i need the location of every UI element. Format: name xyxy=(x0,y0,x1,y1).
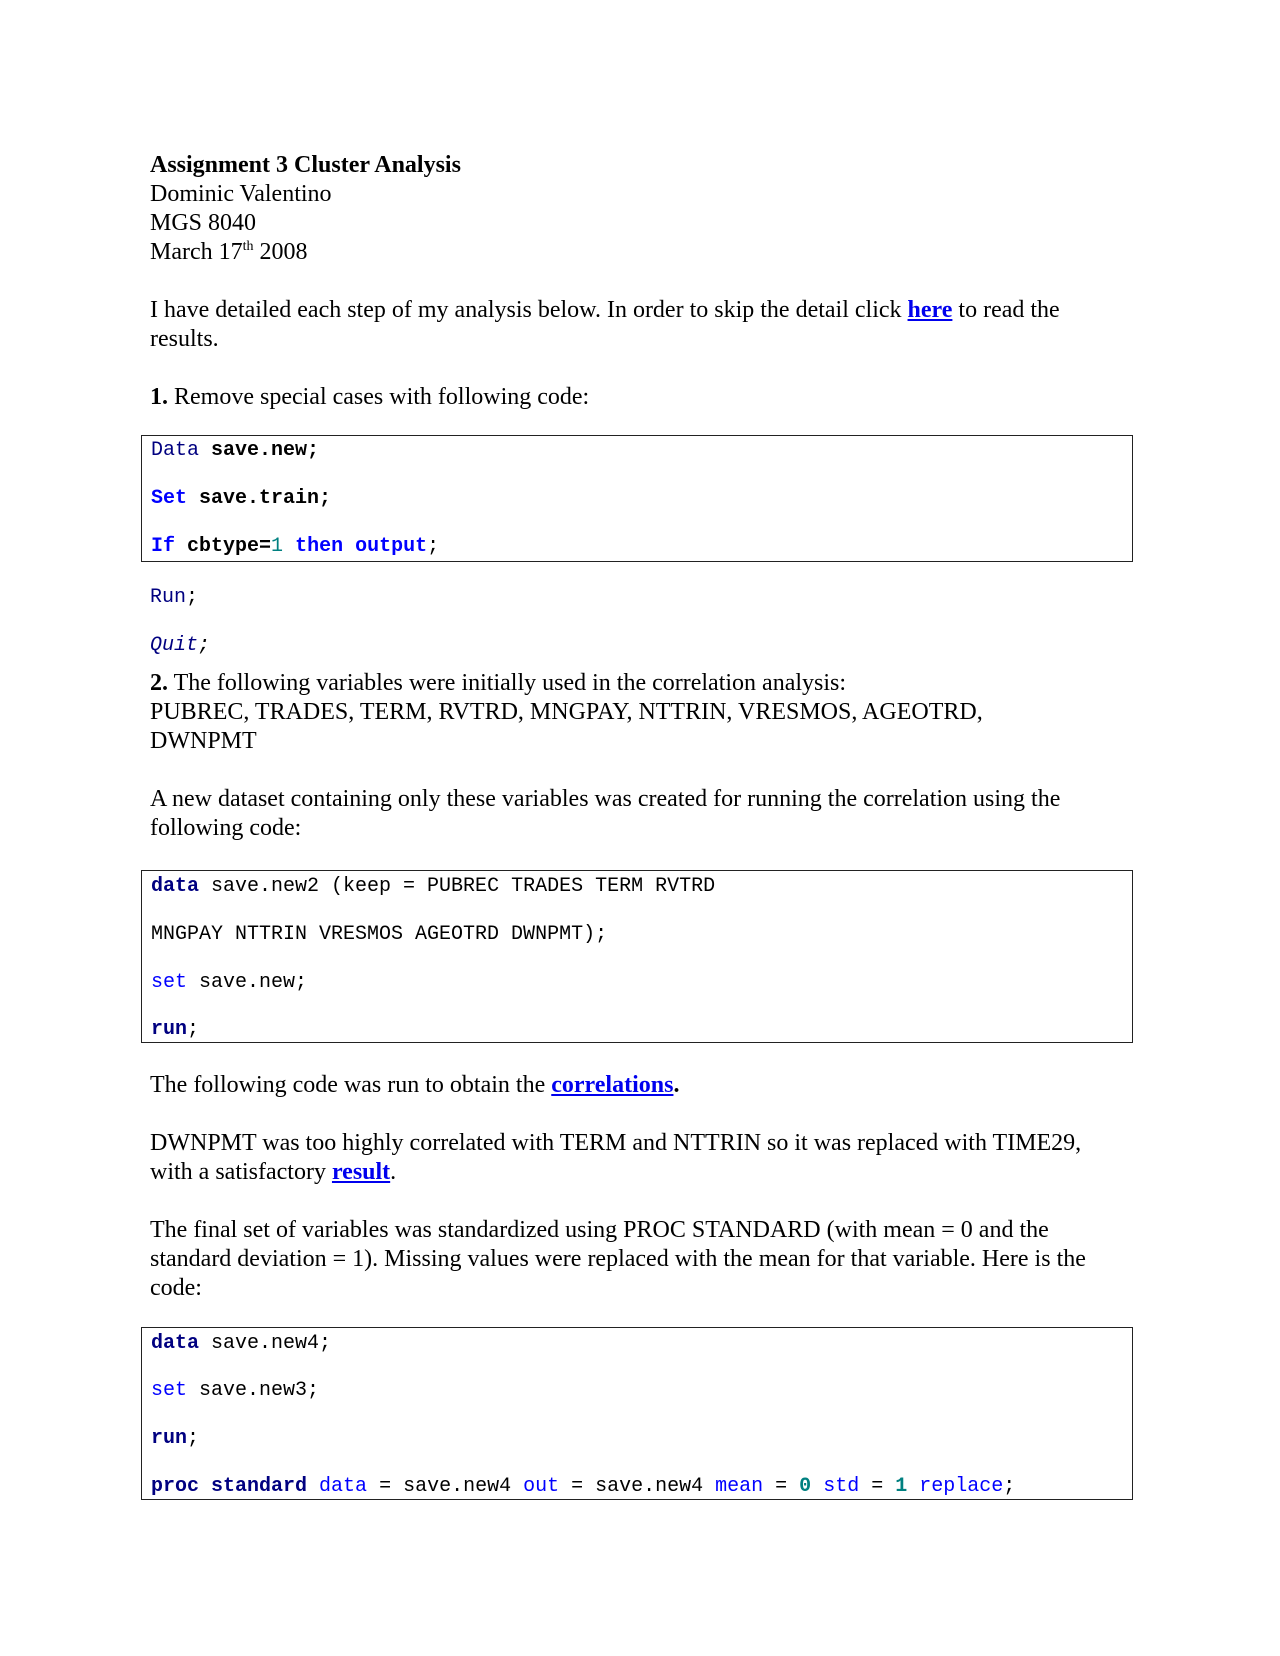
code-line: set save.new; xyxy=(151,971,308,994)
code-block-2 xyxy=(141,870,1133,1043)
code-line: proc standard data = save.new4 out = save.new4 mean = 0 std = 1 replace; xyxy=(151,1475,1016,1498)
correlations-paragraph: The following code was run to obtain the correlations. xyxy=(150,1072,680,1098)
variables-list-line-1: PUBREC, TRADES, TERM, RVTRD, MNGPAY, NTTRIN, VRESMOS, AGEOTRD, xyxy=(150,699,983,725)
code-line: run; xyxy=(151,1018,200,1041)
dataset-paragraph-line-2: following code: xyxy=(150,815,302,841)
dwnpmt-paragraph-line-1: DWNPMT was too highly correlated with TERM and NTTRIN so it was replaced with TIME29, xyxy=(150,1130,1082,1156)
code-line-quit: Quit; xyxy=(150,634,211,657)
variables-list-line-2: DWNPMT xyxy=(150,728,257,754)
code-block-1 xyxy=(141,435,1133,562)
code-line: set save.new3; xyxy=(151,1379,320,1402)
code-block-3 xyxy=(141,1327,1133,1500)
step-2-heading: 2. The following variables were initially used in the correlation analysis: xyxy=(150,670,847,696)
course-code: MGS 8040 xyxy=(150,210,257,236)
code-line: run; xyxy=(151,1427,200,1450)
code-line: Data save.new; xyxy=(151,439,320,462)
result-link[interactable]: result xyxy=(331,1159,391,1185)
standard-paragraph-line-1: The final set of variables was standardized using PROC STANDARD (with mean = 0 and the xyxy=(150,1217,1049,1243)
code-line: data save.new4; xyxy=(151,1332,332,1355)
document-date: March 17th 2008 xyxy=(150,239,308,265)
standard-paragraph-line-3: code: xyxy=(150,1275,202,1301)
author-name: Dominic Valentino xyxy=(150,181,332,207)
correlations-link[interactable]: correlations xyxy=(551,1072,674,1098)
dwnpmt-paragraph-line-2: with a satisfactory result. xyxy=(150,1159,397,1185)
code-line: MNGPAY NTTRIN VRESMOS AGEOTRD DWNPMT); xyxy=(151,923,608,946)
dataset-paragraph-line-1: A new dataset containing only these variables was created for running the correlation using the xyxy=(150,786,1061,812)
code-line-run: Run; xyxy=(150,586,199,609)
here-link[interactable]: here xyxy=(907,297,953,323)
code-line: If cbtype=1 then output; xyxy=(151,535,440,558)
document-title: Assignment 3 Cluster Analysis xyxy=(150,152,461,178)
code-line: data save.new2 (keep = PUBREC TRADES TERM RVTRD xyxy=(151,875,716,898)
intro-paragraph: I have detailed each step of my analysis below. In order to skip the detail click here to read the results. xyxy=(150,297,1060,352)
standard-paragraph-line-2: standard deviation = 1). Missing values were replaced with the mean for that variable. Here is the xyxy=(150,1246,1086,1272)
step-1-heading: 1. Remove special cases with following code: xyxy=(150,384,590,410)
code-line: Set save.train; xyxy=(151,487,332,510)
